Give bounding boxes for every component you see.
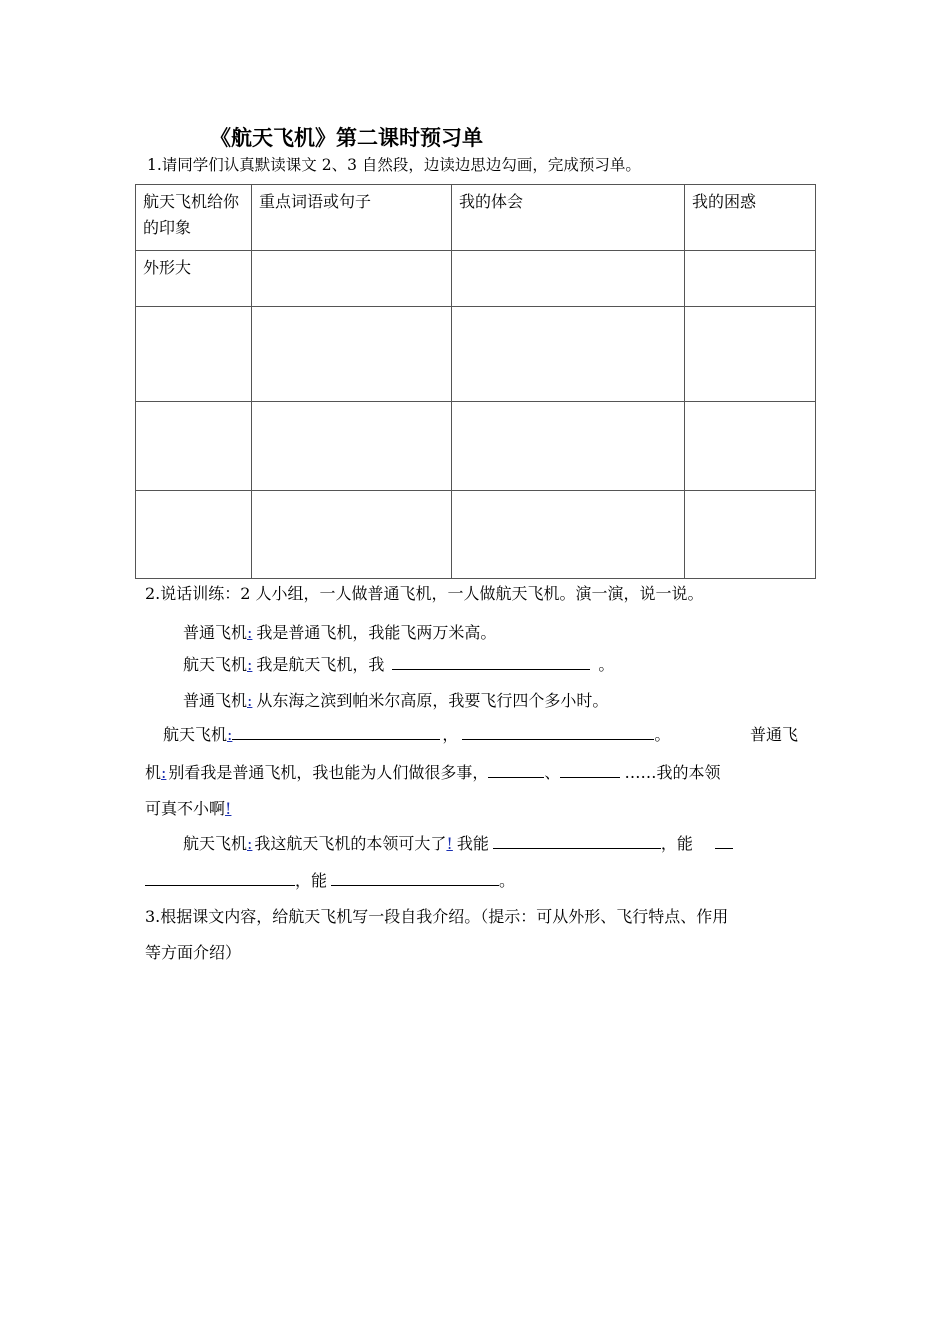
table-cell[interactable] [685,402,816,491]
question-2-heading: 2.说话训练：2 人小组，一人做普通飞机，一人做航天飞机。演一演，说一说。 [145,584,704,603]
dialogue-text: ，能 [295,871,328,890]
dialogue-line-2 [183,652,614,675]
speaker-colon: : [247,691,253,710]
fill-blank[interactable] [560,761,620,778]
table-cell[interactable] [452,307,685,402]
table-cell[interactable] [685,491,816,579]
speaker-label: 普通飞机 [183,691,248,710]
table-cell[interactable] [136,307,252,402]
dialogue-text: 别看我是普通飞机，我也能为人们做很多事， [168,763,489,782]
fill-blank[interactable] [493,832,661,849]
speaker-colon: : [247,623,253,642]
speaker-label: 普通飞机 [183,623,248,642]
dialogue-text: 我是航天飞机，我 [256,655,385,674]
period: 。 [654,725,671,744]
header-my-confusion: 我的困惑 [685,185,816,251]
dialogue-tail: ……我的本领 [624,763,721,782]
table-cell[interactable] [252,251,452,307]
dialogue-line-4 [163,722,670,745]
speaker-label: 航天飞机 [183,655,248,674]
dialogue-text: 从东海之滨到帕米尔高原，我要飞行四个多小时。 [256,691,609,710]
dialogue-text: 我是普通飞机，我能飞两万米高。 [256,623,497,642]
table-cell[interactable] [252,491,452,579]
dialogue-text: ，能 [660,834,693,853]
speaker-label: 航天飞机 [163,725,228,744]
header-my-understanding: 我的体会 [452,185,685,251]
table-cell[interactable] [252,402,452,491]
table-cell[interactable] [685,307,816,402]
table-row [136,402,816,491]
fill-blank[interactable] [232,723,440,740]
dialogue-text: 我这航天飞机的本领可大了 [254,834,447,853]
table-row [136,307,816,402]
fill-blank[interactable] [462,723,654,740]
fill-blank[interactable] [392,653,590,670]
fill-blank[interactable] [331,869,499,886]
speaker-colon: : [247,655,253,674]
dialogue-line-5-cont [145,796,231,819]
dialogue-text: 可真不小啊 [145,799,226,818]
dialogue-line-1 [183,620,496,643]
dialogue-line-3 [183,688,608,711]
table-cell[interactable] [452,251,685,307]
period: 。 [598,655,615,674]
table-cell[interactable] [136,402,252,491]
speaker-colon: : [247,834,253,853]
dialogue-text: 我能 [456,834,489,853]
speaker-colon: : [161,763,167,782]
separator: 、 [544,763,561,782]
dialogue-line-6 [183,831,733,854]
question-3-line-1: 3.根据课文内容，给航天飞机写一段自我介绍。（提示：可从外形、飞行特点、作用 [145,907,729,926]
table-cell[interactable] [685,251,816,307]
exclamation: ! [225,799,232,818]
speaker-label: 航天飞机 [183,834,248,853]
comma: ， [442,725,459,744]
period: 。 [499,871,516,890]
speaker-label-cont: 机 [145,763,162,782]
table-header-row [136,185,816,251]
table-cell[interactable] [252,307,452,402]
question-1: 1.请同学们认真默读课文 2、3 自然段，边读边思边勾画，完成预习单。 [147,156,641,174]
fill-blank[interactable] [715,832,733,849]
table-cell[interactable] [136,491,252,579]
header-impression: 航天飞机给你的印象 [136,185,252,251]
question-3-line-2: 等方面介绍） [145,943,242,962]
table-cell[interactable]: 外形大 [136,251,252,307]
table-cell[interactable] [452,402,685,491]
speaker-label-wrapped: 普通飞 [750,725,799,744]
dialogue-line-7 [145,868,515,891]
table-row [136,251,816,307]
speaker-colon: : [227,725,233,744]
worksheet-title: 《航天飞机》第二课时预习单 [210,125,483,150]
exclamation: ! [446,834,453,853]
fill-blank[interactable] [488,761,544,778]
table-cell[interactable] [452,491,685,579]
dialogue-line-5 [145,760,720,783]
table-row [136,491,816,579]
preview-table [135,184,816,579]
header-key-words: 重点词语或句子 [252,185,452,251]
fill-blank[interactable] [145,869,295,886]
